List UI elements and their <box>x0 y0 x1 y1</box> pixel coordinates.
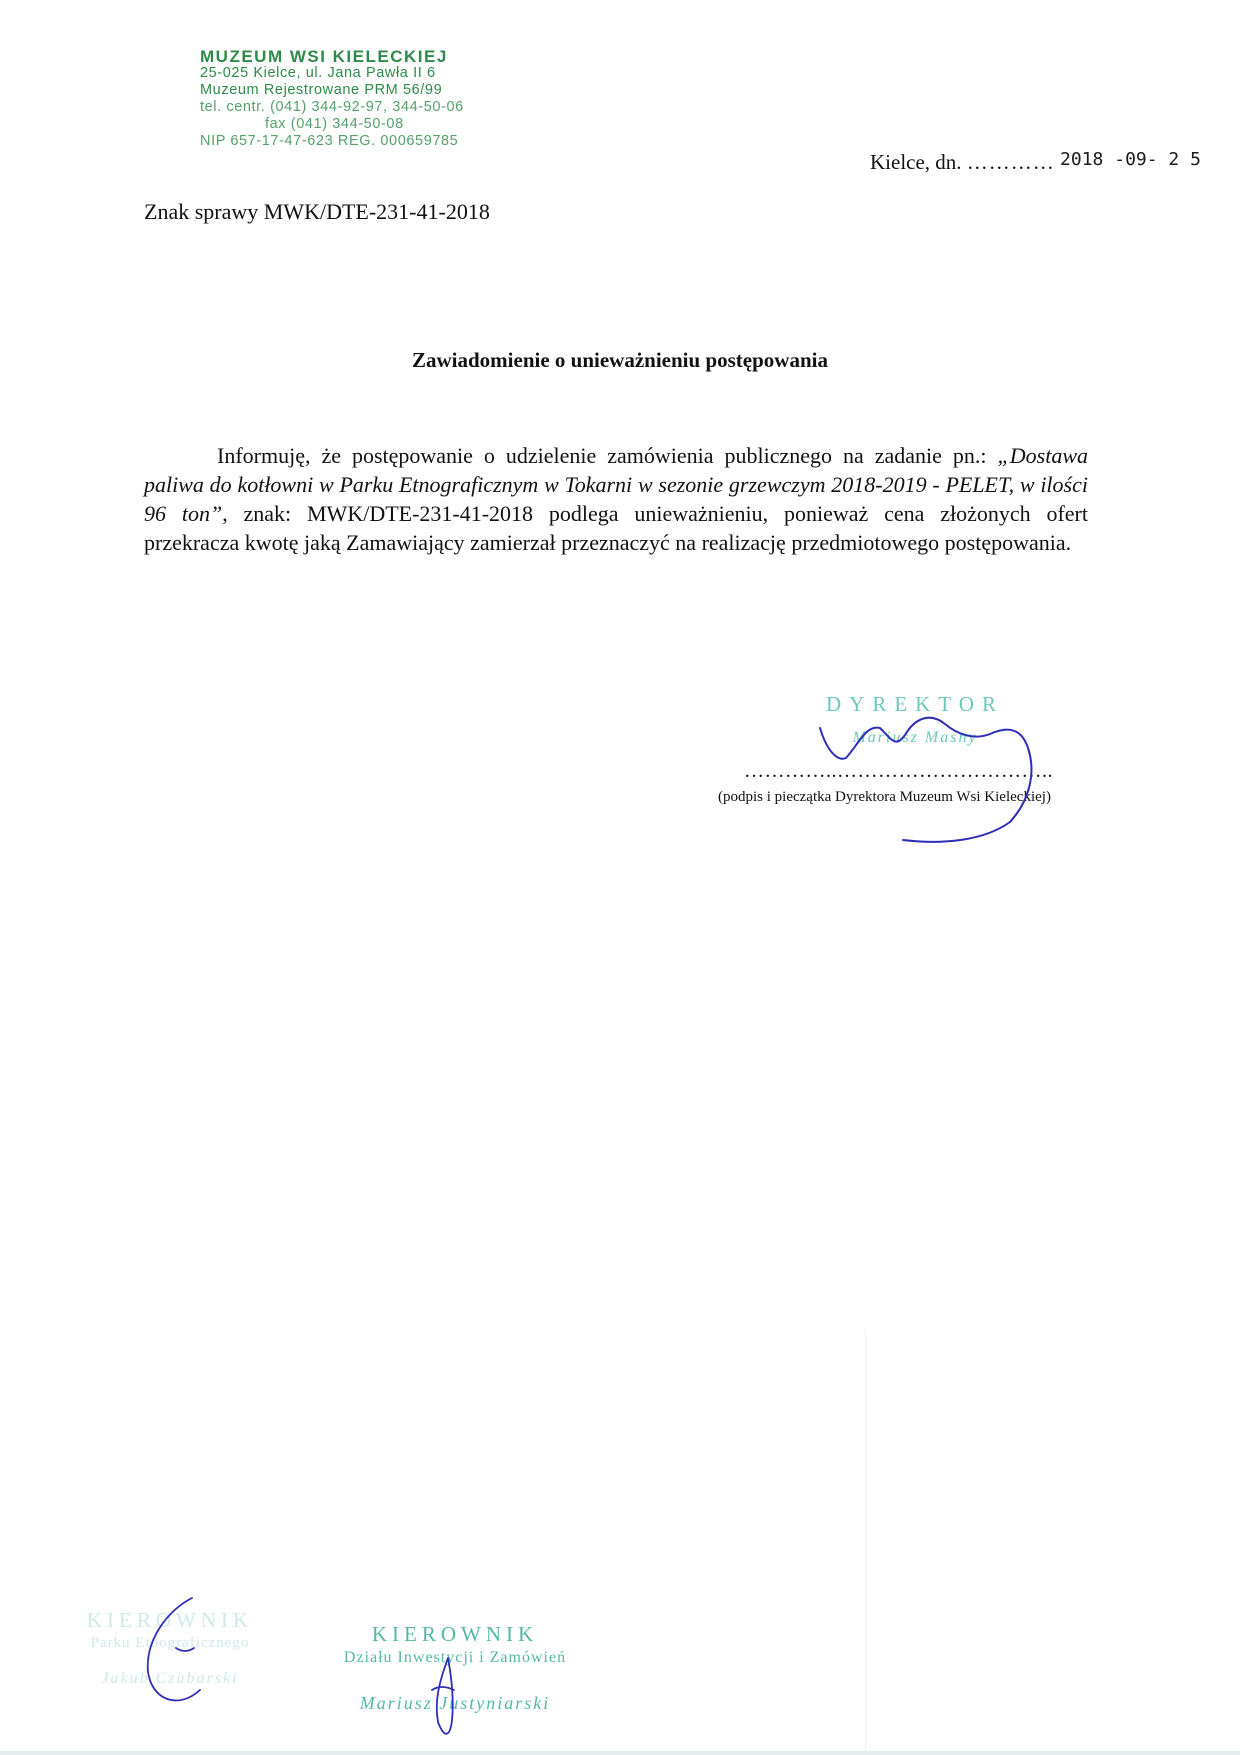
scan-bottom-edge <box>0 1751 1240 1755</box>
scan-artifact-line <box>865 1330 866 1755</box>
director-stamp <box>795 692 1035 747</box>
stamp-line-nip-regon: NIP 657-17-47-623 REG. 000659785 <box>200 133 459 149</box>
notice-body <box>144 441 1088 557</box>
date-prefix: Kielce, dn. <box>870 150 962 174</box>
left-stamp-role: KIEROWNIK <box>86 1608 254 1632</box>
left-stamp-name: Jakub Czubarski <box>101 1670 239 1687</box>
stamp-line-museum-name: MUZEUM WSI KIELECKIEJ <box>200 47 448 66</box>
stamp-line-fax: fax (041) 344-50-08 <box>265 116 404 132</box>
director-stamp-name: Mariusz Masny <box>852 729 978 746</box>
stamp-line-phone: tel. centr. (041) 344-92-97, 344-50-06 <box>200 99 464 115</box>
right-stamp-dept: Działu Inwestycji i Zamówień <box>343 1649 567 1666</box>
right-stamp-role: KIEROWNIK <box>371 1622 539 1646</box>
notice-paragraph <box>144 441 1088 557</box>
director-stamp-role: DYREKTOR <box>826 692 1004 716</box>
stamp-line-address: 25-025 Kielce, ul. Jana Pawła II 6 <box>200 65 436 81</box>
manager-stamp-ethnographic-park <box>60 1608 280 1688</box>
notice-text-part2: , znak: MWK/DTE-231-41-2018 podlega unieważnieniu, ponieważ cena złożonych ofert przekracza kwotę jaką Zamawiający zamierzał przeznaczyć na realizację przedmiotowego postępowania. <box>144 501 1088 555</box>
case-reference: Znak sprawy MWK/DTE-231-41-2018 <box>144 199 490 224</box>
signature-dotted-line: …………..………………………….. <box>744 760 1053 782</box>
tender-name-quote: „Dostawa paliwa do kotłowni w Parku Etnograficznym w Tokarni w sezonie grzewczym 2018-2019 - PELET, w ilości 96 ton” <box>144 443 1088 526</box>
document-title: Zawiadomienie o unieważnieniu postępowania <box>412 348 828 372</box>
date-stamped-value: 2018 -09- 2 5 <box>1060 149 1201 170</box>
right-stamp-name: Mariusz Justyniarski <box>359 1693 551 1713</box>
stamp-line-registry: Muzeum Rejestrowane PRM 56/99 <box>200 82 443 98</box>
signature-caption: (podpis i pieczątka Dyrektora Muzeum Wsi Kieleckiej) <box>718 789 1051 805</box>
date-dots: ………… <box>966 150 1055 174</box>
notice-text-part1: Informuję, że postępowanie o udzielenie zamówienia publicznego na zadanie pn.: <box>217 443 998 468</box>
manager-stamp-investments <box>320 1622 590 1714</box>
museum-header-stamp <box>200 48 530 150</box>
left-stamp-dept: Parku Etnograficznego <box>90 1635 250 1651</box>
document-date <box>870 150 1201 175</box>
